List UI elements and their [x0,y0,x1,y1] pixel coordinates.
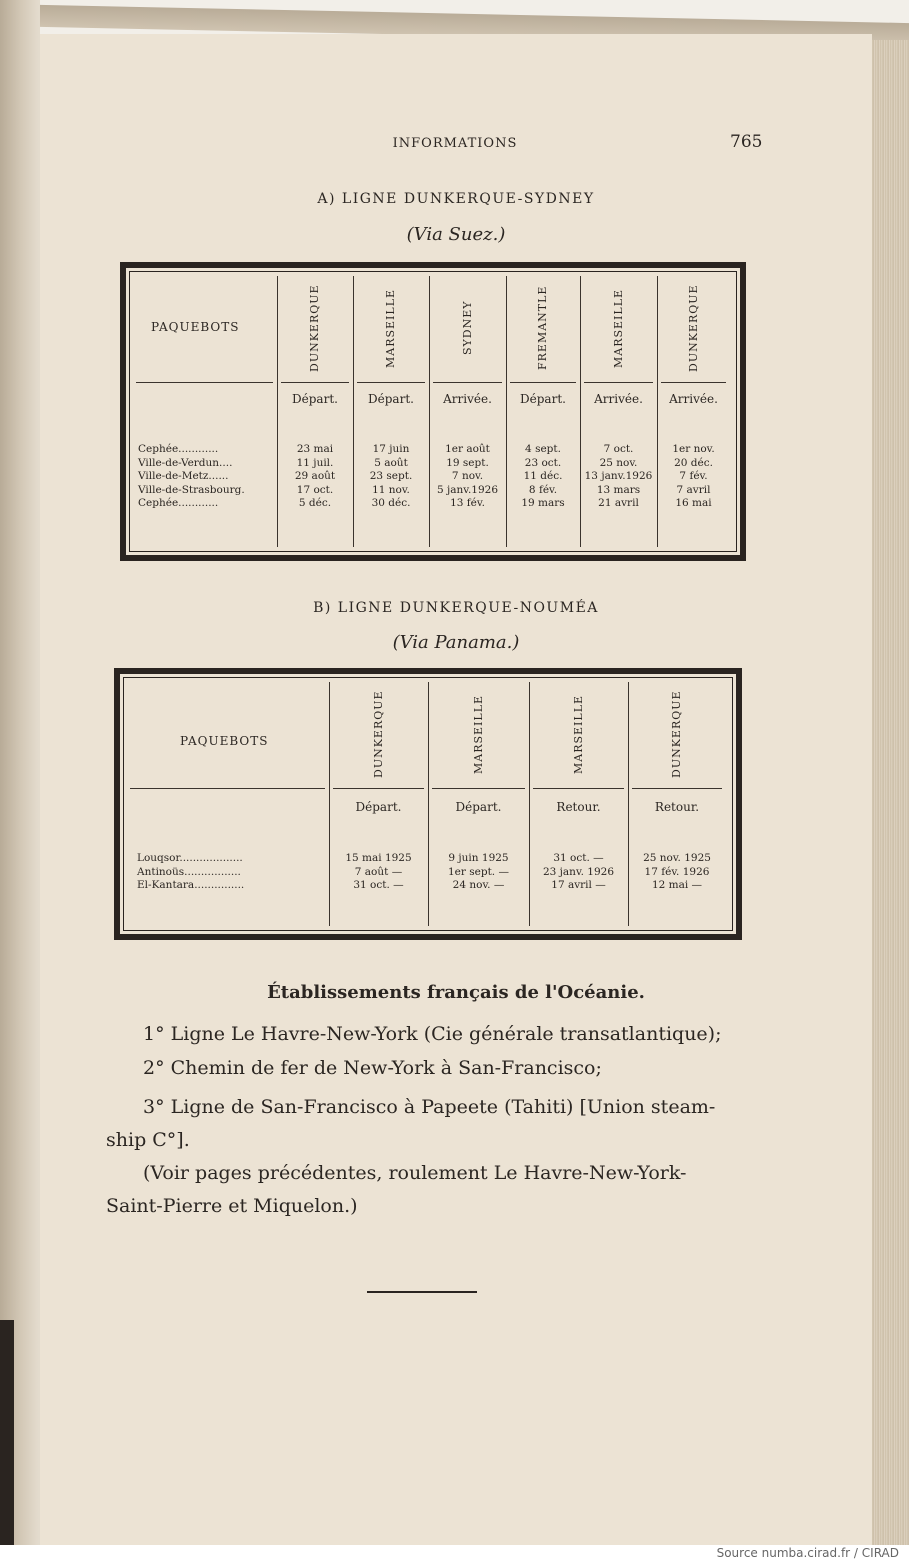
closing-rule [367,1291,477,1293]
schedule-cell: 7 août — [354,865,403,878]
schedule-cell: 1er sept. — [448,865,509,878]
schedule-cell: 17 juin [372,443,410,455]
column-type: Départ. [368,392,414,406]
section-b-subtitle: (Via Panama.) [392,632,520,653]
schedule-cell: 5 janv.1926 [436,483,499,496]
ship-name: El-Kantara............... [137,879,245,891]
column-type: Arrivée. [594,392,643,406]
ship-name: Ville-de-Metz...... [138,470,229,482]
port-name: DUNKERQUE [371,690,385,778]
schedule-cell: 15 mai 1925 [345,852,412,864]
column-type: Arrivée. [443,392,492,406]
oceania-line-2: 2° Chemin de fer de New-York à San-Francisco; [143,1057,602,1079]
schedule-cell: 7 nov. [451,470,484,482]
port-name: DUNKERQUE [670,690,683,778]
schedule-cell: 31 oct. — [353,879,404,891]
schedule-cell: 30 déc. [371,497,411,509]
header-rule [433,382,502,383]
schedule-cell: 7 fév. [679,470,708,482]
schedule-cell: 23 sept. [369,470,413,482]
ship-name: Cephée............ [138,497,219,509]
section-a-title: A) LIGNE DUNKERQUE-SYDNEY [317,191,595,207]
schedule-cell: 20 déc. [674,456,713,469]
header-rule [130,788,325,789]
schedule-cell: 29 août [294,470,336,482]
header-rule [432,788,525,789]
ship-name: Louqsor................... [137,852,243,864]
book-fore-edge [870,40,909,1545]
header-rule [632,788,722,789]
schedule-cell: 24 nov. — [452,879,505,891]
schedule-cell: 25 nov. 1925 [643,852,711,864]
column-type: Retour. [556,800,601,814]
port-name: MARSEILLE [471,694,485,774]
schedule-cell: 7 avril [676,483,711,496]
port-name: MARSEILLE [611,288,625,368]
header-rule [510,382,576,383]
binding-edge [0,1320,14,1545]
schedule-cell: 13 mars [596,483,641,496]
schedule-cell: 25 nov. [599,456,638,469]
running-title: INFORMATIONS [392,136,518,151]
header-rule [584,382,653,383]
port-name: FREMANTLE [536,285,549,371]
schedule-cell: 13 janv.1926 [584,470,653,482]
ship-name: Cephée............ [138,443,219,455]
paquebots-header: PAQUEBOTS [180,734,269,748]
schedule-cell: 17 fév. 1926 [644,865,710,878]
section-a-subtitle: (Via Suez.) [406,224,506,245]
header-rule [661,382,726,383]
table-dunkerque-noumea [114,668,742,940]
oceania-line-4a: (Voir pages précédentes, roulement Le Havre-New-York- [143,1162,687,1184]
paquebots-header: PAQUEBOTS [151,320,240,334]
header-rule [533,788,624,789]
schedule-cell: 19 sept. [446,456,489,469]
schedule-cell: 23 mai [296,443,334,455]
ship-name: Ville-de-Strasbourg. [138,483,245,496]
source-credit: Source numba.cirad.fr / CIRAD [716,1546,899,1560]
book-gutter [0,0,38,1545]
ship-name: Antinoüs................. [137,865,241,878]
column-type: Départ. [520,392,566,406]
schedule-cell: 7 oct. [603,443,634,455]
schedule-cell: 11 nov. [372,483,410,496]
schedule-cell: 23 oct. [524,456,562,469]
schedule-cell: 8 fév. [528,483,558,496]
schedule-cell: 16 mai [675,497,712,509]
schedule-cell: 1er nov. [672,443,715,455]
header-rule [333,788,424,789]
schedule-cell: 1er août [445,443,490,455]
header-rule [136,382,273,383]
header-rule [281,382,349,383]
oceania-heading: Établissements français de l'Océanie. [267,982,645,1003]
port-name: DUNKERQUE [308,284,321,372]
schedule-cell: 17 oct. [296,483,334,496]
oceania-line-4b: Saint-Pierre et Miquelon.) [106,1195,358,1217]
schedule-cell: 4 sept. [525,443,561,455]
schedule-cell: 23 janv. 1926 [542,865,615,878]
header-rule [357,382,425,383]
schedule-cell: 17 avril — [551,879,606,891]
schedule-cell: 5 déc. [298,497,332,509]
port-name: SYDNEY [460,300,474,356]
oceania-line-3a: 3° Ligne de San-Francisco à Papeete (Tahiti) [Union steam- [143,1096,716,1118]
column-type: Départ. [455,800,502,814]
schedule-cell: 12 mai — [651,879,703,891]
schedule-cell: 5 août [374,456,408,469]
column-type: Arrivée. [669,392,718,406]
column-type: Départ. [292,392,338,406]
oceania-line-1: 1° Ligne Le Havre-New-York (Cie générale transatlantique); [143,1023,722,1045]
port-name: DUNKERQUE [686,284,700,372]
schedule-cell: 13 fév. [450,497,485,509]
column-type: Départ. [355,800,402,814]
book-page [40,34,872,1545]
ship-name: Ville-de-Verdun.... [138,456,233,469]
schedule-cell: 9 juin 1925 [448,852,509,864]
port-name: MARSEILLE [384,288,397,368]
section-b-title: B) LIGNE DUNKERQUE-NOUMÉA [313,600,599,616]
schedule-cell: 11 juil. [296,456,334,469]
port-name: MARSEILLE [571,694,585,774]
schedule-cell: 19 mars [521,497,565,509]
column-type: Retour. [654,800,700,814]
oceania-line-3b: ship C°]. [106,1129,190,1151]
page-number: 765 [730,132,763,152]
schedule-cell: 31 oct. — [553,852,604,864]
table-dunkerque-sydney [120,262,746,561]
schedule-cell: 11 déc. [523,470,563,482]
schedule-cell: 21 avril [598,497,639,509]
